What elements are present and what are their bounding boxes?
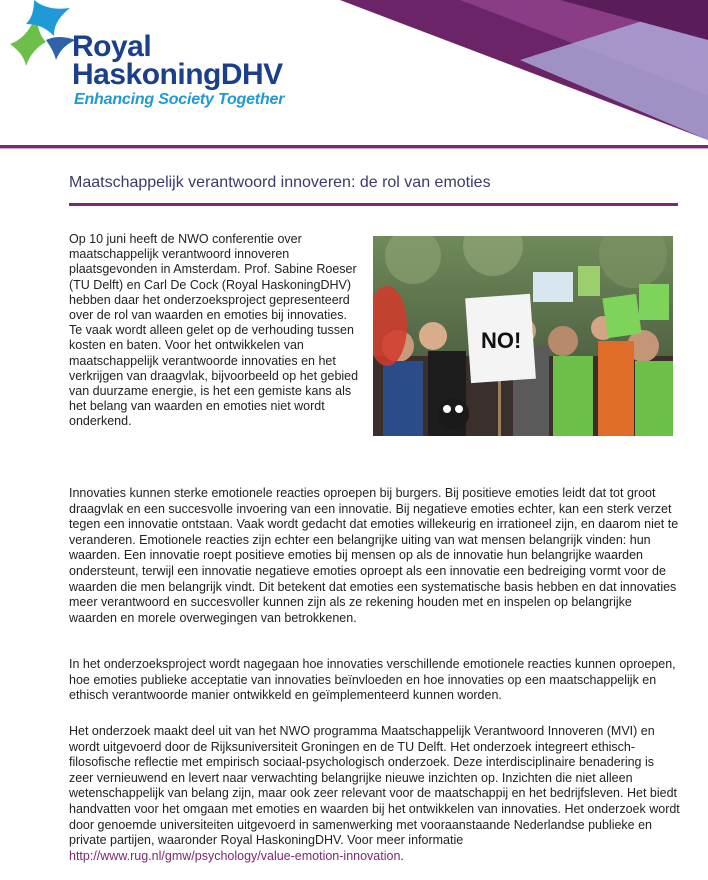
brand-name-line2: HaskoningDHV	[72, 58, 283, 91]
article-intro	[69, 232, 369, 430]
intro-paragraph-2: Te vaak wordt alleen gelet op de verhouding tussen kosten en baten. Voor het ontwikkelen van maatschappelijk verantwoorde innovaties en het verkrijgen van draagvlak, bijvoorbeeld op het gebied van duurzame energie, is het een gemiste kans als het belang van waarden en emoties niet wordt onderkend.	[69, 323, 359, 429]
title-divider	[69, 203, 678, 206]
protest-sign-text: NO!	[481, 328, 522, 353]
paragraph-4-text: Het onderzoek maakt deel uit van het NWO programma Maatschappelijk Verantwoord Innoveren (MVI) en wordt uitgevoerd door de Rijksuniversiteit Groningen en de TU Delft. Het onderzoek integreert ethisch-filosofische reflectie met empirisch sociaal-psychologisch onderzoek. Deze interdisciplinaire benadering is zeer vernieuwend en levert naar verwachting belangrijke nieuwe inzichten op. Inzichten die niet alleen wetenschappelijk van belang zijn, maar ook zeer relevant voor de maatschappij en het bedrijfsleven. Het biedt handvatten voor het omgaan met emoties en waarden bij het ontwikkelen van innovaties. Het onderzoek wordt door genoemde universiteiten uitgevoerd in samenwerking met vooraanstaande Nederlandse publieke en private partijen, waaronder Royal HaskoningDHV. Voor meer informatie	[69, 724, 680, 848]
page-header	[0, 0, 708, 150]
brand-name-line1: Royal	[72, 30, 152, 63]
article-paragraph-2: Innovaties kunnen sterke emotionele reacties oproepen bij burgers. Bij positieve emoties leidt dat tot groot draagvlak en een succesvolle invoering van een innovatie. Bij negatieve emoties echter, kan een sterk verzet tegen een innovatie ontstaan. Vaak wordt gedacht dat emoties willekeurig en irrationeel zijn, en daarom niet te veranderen. Emotionele reacties zijn echter een belangrijke uiting van wat mensen belangrijk vinden: hun waarden. Een innovatie roept positieve emoties bij mensen op als de innovatie hun belangrijke waarden ondersteunt, terwijl een innovatie negatieve emoties oproept als een innovatie een bedreiging vormt voor de waarden die men belangrijk vindt. Dit betekent dat emoties een systematische basis hebben en dat innovaties meer verantwoord en succesvoller kunnen zijn als ze rekening houden met en inspelen op belangrijke waarden en morele overwegingen van betrokkenen.	[69, 486, 679, 625]
brand-tagline: Enhancing Society Together	[74, 91, 285, 108]
header-divider-shadow	[0, 148, 708, 149]
paragraph-4-suffix: .	[400, 848, 404, 863]
article-paragraph-3: In het onderzoeksproject wordt nagegaan hoe innovaties verschillende emotionele reacties kunnen oproepen, hoe emoties publieke acceptatie van innovaties beïnvloeden en hoe innovaties op een maatschappelijk en ethisch verantwoorde manier ontwikkeld en geïmplementeerd kunnen worden.	[69, 657, 676, 703]
protest-photo-illustration	[373, 236, 673, 436]
more-info-link[interactable]: http://www.rug.nl/gmw/psychology/value-emotion-innovation	[69, 848, 401, 863]
article-paragraph-4	[69, 724, 681, 864]
article-title: Maatschappelijk verantwoord innoveren: de rol van emoties	[69, 174, 491, 191]
intro-paragraph-1: Op 10 juni heeft de NWO conferentie over maatschappelijk verantwoord innoveren plaatsgevonden in Amsterdam. Prof. Sabine Roeser (TU Delft) en Carl De Cock (Royal HaskoningDHV) hebben daar het onderzoeksproject gepresenteerd over de rol van waarden en emoties bij innovaties.	[69, 232, 357, 323]
protest-photo	[373, 236, 673, 436]
